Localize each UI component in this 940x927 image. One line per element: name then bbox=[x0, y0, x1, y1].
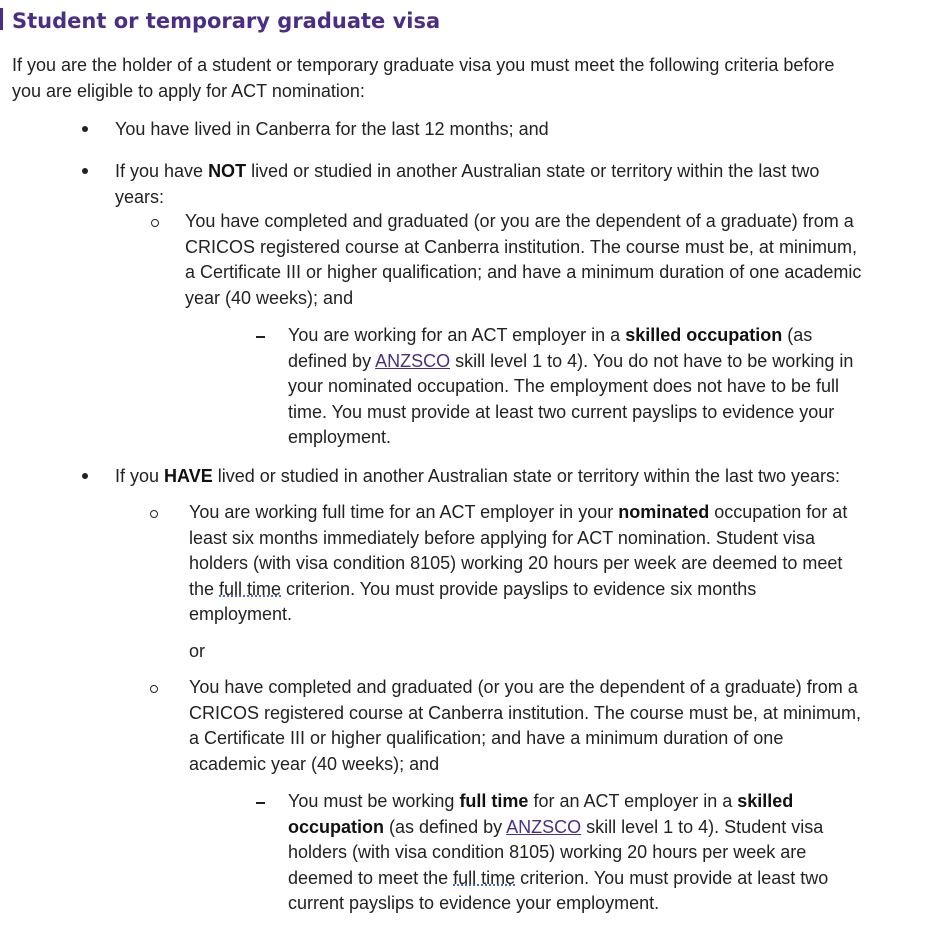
dash-bullet-marker bbox=[256, 336, 265, 338]
circle-bullet-marker bbox=[150, 685, 158, 693]
bold-have: HAVE bbox=[164, 466, 213, 486]
circle-bullet-marker bbox=[150, 510, 158, 518]
bullet-2-sub-1-text: You have completed and graduated (or you are the dependent of a graduate) from a CRICOS registered course at Canberra institution. The course must be, at minimum, a Certificate III or higher qualification; and have a minimum duration of one academic year (40 weeks); and bbox=[185, 211, 862, 308]
bullet-marker bbox=[82, 126, 88, 132]
or-text: or bbox=[189, 641, 206, 661]
intro-line-1: If you are the holder of a student or temporary graduate visa you must meet the following criteria before bbox=[12, 55, 835, 75]
bullet-3-text: If you HAVE lived or studied in another Australian state or territory within the last two years: bbox=[115, 466, 841, 486]
bullet-3-sub-2-text: You have completed and graduated (or you are the dependent of a graduate) from a CRICOS registered course at Canberra institution. The course must be, at minimum, a Certificate III or higher qualification; and have a minimum duration of one academic year (40 weeks); and bbox=[189, 677, 861, 774]
bullet-3-dash-text: You must be working full time for an ACT employer in a skilled occupation (as defined by ANZSCO skill level 1 to 4). Student visa holders (with visa condition 8105) working 20 hours per week are deemed to meet the full time criterion. You must provide at least two current payslips to evidence your employment. bbox=[288, 791, 829, 913]
bullet-2-line-1: If you have NOT lived or studied in another Australian state or territory within the last two bbox=[115, 161, 820, 181]
bullet-marker bbox=[82, 473, 88, 479]
bullet-2-dash-text: You are working for an ACT employer in a skilled occupation (as defined by ANZSCO skill level 1 to 4). You do not have to be working in your nominated occupation. The employment does not have to be full time. You must provide at least two current payslips to evidence your employment. bbox=[288, 325, 854, 447]
intro-line-2: you are eligible to apply for ACT nomination: bbox=[12, 80, 365, 101]
bullet-3-sub-1-text: You are working full time for an ACT employer in your nominated occupation for at least six months immediately before applying for ACT nomination. Student visa holders (with visa condition 8105) working 20 hours per week are deemed to meet the full time criterion. You must provide payslips to evidence six months employment. bbox=[189, 502, 848, 624]
bullet-marker bbox=[82, 168, 88, 174]
bullet-1-text: You have lived in Canberra for the last 12 months; and bbox=[115, 119, 549, 139]
full-time-term: full time bbox=[453, 867, 516, 888]
section-heading: Student or temporary graduate visa bbox=[12, 9, 441, 33]
heading-accent-bar bbox=[0, 8, 3, 30]
bullet-2-line-2: years: bbox=[115, 186, 165, 207]
dash-bullet-marker bbox=[256, 802, 265, 804]
anzsco-link[interactable]: ANZSCO bbox=[375, 350, 451, 371]
intro-paragraph bbox=[12, 53, 834, 104]
bold-not: NOT bbox=[208, 161, 247, 181]
full-time-term: full time bbox=[219, 578, 282, 599]
bullet-2-text bbox=[115, 159, 819, 210]
circle-bullet-marker bbox=[151, 219, 159, 227]
anzsco-link[interactable]: ANZSCO bbox=[506, 816, 582, 837]
